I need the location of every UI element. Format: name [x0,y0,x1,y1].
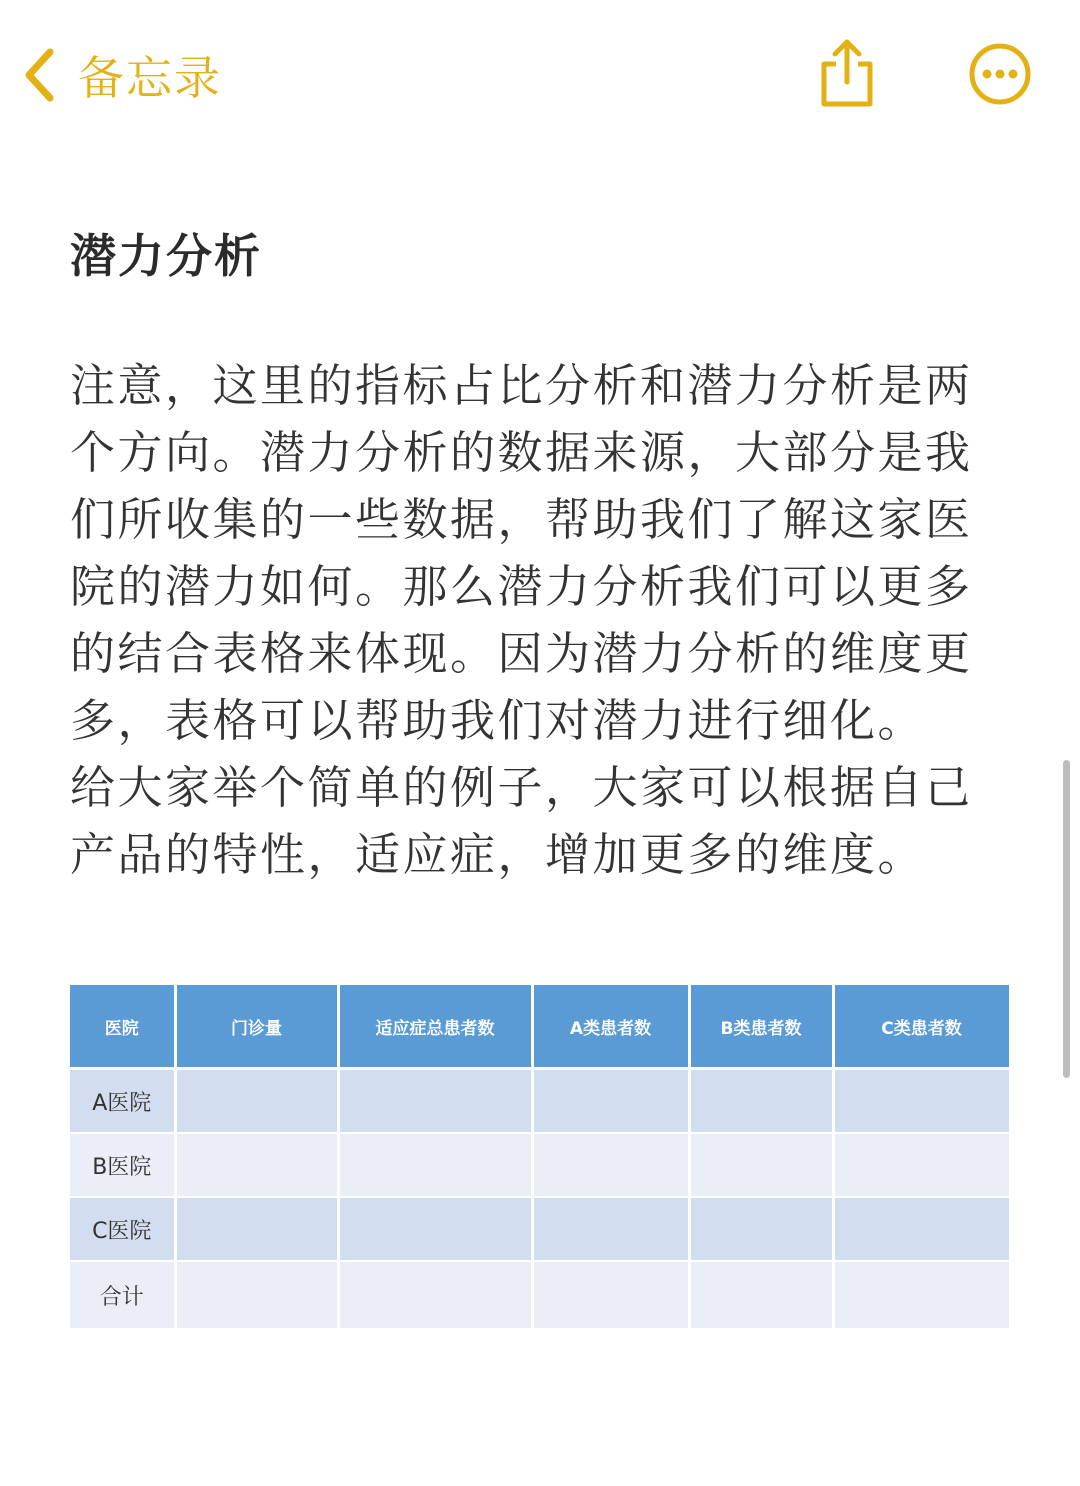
table-cell [175,1133,338,1197]
table-cell-hospital: A医院 [70,1069,175,1134]
table-cell [689,1261,833,1329]
note-paragraph: 注意，这里的指标占比分析和潜力分析是两个方向。潜力分析的数据来源，大部分是我们所收集的一些数据，帮助我们了解这家医院的潜力如何。那么潜力分析我们可以更多的结合表格来体现。因为潜力分析的维度更多，表格可以帮助我们对潜力进行细化。 [70,359,973,747]
table-cell [338,1261,532,1329]
note-body[interactable] [70,352,985,888]
table-cell [833,1133,1010,1197]
table-header-cell: B类患者数 [689,985,833,1069]
table-cell [338,1133,532,1197]
table-cell [833,1261,1010,1329]
table-cell [833,1197,1010,1261]
table-cell [338,1069,532,1134]
table-row [70,1133,1010,1197]
table-cell-hospital: C医院 [70,1197,175,1261]
table-header-cell: A类患者数 [532,985,689,1069]
navigation-bar [0,0,1080,150]
table-cell [532,1133,689,1197]
table-header-cell: 门诊量 [175,985,338,1069]
table-cell [833,1069,1010,1134]
table-header-cell: C类患者数 [833,985,1010,1069]
table-cell [532,1069,689,1134]
share-icon [816,93,878,112]
table-cell [532,1261,689,1329]
note-paragraph: 给大家举个简单的例子，大家可以根据自己产品的特性，适应症，增加更多的维度。 [70,761,973,881]
table-row [70,1069,1010,1134]
table-cell [175,1197,338,1261]
table-header-cell: 医院 [70,985,175,1069]
vertical-scrollbar[interactable] [1063,760,1070,1078]
share-button[interactable] [816,36,878,108]
table-cell-total-label: 合计 [70,1261,175,1329]
chevron-left-icon [22,47,56,103]
table-header-row [70,985,1010,1069]
note-title[interactable]: 潜力分析 [70,229,262,283]
back-label: 备忘录 [78,51,222,105]
hospital-potential-table [70,985,1012,1330]
table-total-row [70,1261,1010,1329]
table-cell [689,1133,833,1197]
back-button[interactable] [22,40,222,110]
table-cell [175,1069,338,1134]
table-cell [689,1197,833,1261]
table-header-cell: 适应症总患者数 [338,985,532,1069]
table-cell [689,1069,833,1134]
table-cell [532,1197,689,1261]
table-cell [338,1197,532,1261]
more-icon [968,91,1032,110]
table-row [70,1197,1010,1261]
table-cell-hospital: B医院 [70,1133,175,1197]
table-cell [175,1261,338,1329]
more-button[interactable] [968,42,1032,106]
